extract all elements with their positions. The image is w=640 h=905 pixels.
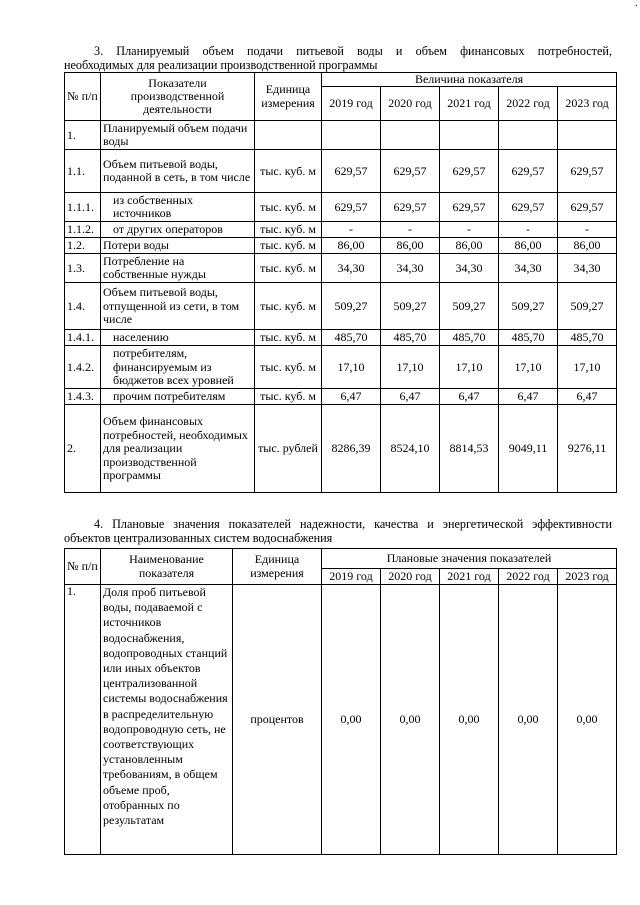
row-unit: тыс. куб. м — [255, 254, 322, 283]
row-num: 1. — [65, 585, 101, 855]
section4-heading — [64, 518, 612, 545]
row-value: 86,00 — [558, 238, 617, 254]
row-name: Потери воды — [101, 238, 255, 254]
row-value: 485,70 — [558, 330, 617, 346]
row-value: 629,57 — [440, 150, 499, 193]
row-unit: тыс. куб. м — [255, 283, 322, 330]
row-value — [558, 121, 617, 150]
table-row — [65, 254, 617, 283]
row-num: 1.1. — [65, 150, 101, 193]
row-value: 86,00 — [440, 238, 499, 254]
row-name: Планируемый объем подачи воды — [101, 121, 255, 150]
table-row — [65, 283, 617, 330]
row-num: 1. — [65, 121, 101, 150]
row-value: 629,57 — [322, 193, 381, 222]
table-row — [65, 222, 617, 238]
row-unit: тыс. куб. м — [255, 330, 322, 346]
row-name: Объем питьевой воды, поданной в сеть, в том числе — [101, 150, 255, 193]
row-num: 1.1.1. — [65, 193, 101, 222]
row-value: 629,57 — [440, 193, 499, 222]
row-value: 9049,11 — [499, 405, 558, 493]
row-name: из собственных источников — [101, 193, 255, 222]
row-name: Объем питьевой воды, отпущенной из сети, в том числе — [101, 283, 255, 330]
row-value: 629,57 — [558, 150, 617, 193]
section4-title-line1: 4. Плановые значения показателей надежности, качества и энергетической эффективности — [94, 517, 612, 531]
section4-table — [64, 548, 617, 855]
table-row — [65, 405, 617, 493]
header-indicator: Показатели производственной деятельности — [101, 73, 255, 121]
row-value: 0,00 — [440, 585, 499, 855]
row-unit: тыс. куб. м — [255, 389, 322, 405]
row-value: 34,30 — [558, 254, 617, 283]
row-unit: процентов — [233, 585, 322, 855]
row-unit: тыс. рублей — [255, 405, 322, 493]
row-value: 485,70 — [322, 330, 381, 346]
row-value: - — [499, 222, 558, 238]
table-row — [65, 121, 617, 150]
row-num: 1.1.2. — [65, 222, 101, 238]
row-value — [381, 121, 440, 150]
header-year: 2019 год — [322, 87, 381, 121]
row-value: 6,47 — [381, 389, 440, 405]
header-year: 2023 год — [558, 87, 617, 121]
header-num: № п/п — [65, 73, 101, 121]
header-unit: Единица измерения — [255, 73, 322, 121]
row-value: 8524,10 — [381, 405, 440, 493]
row-value: 8814,53 — [440, 405, 499, 493]
row-unit: тыс. куб. м — [255, 193, 322, 222]
row-num: 1.4.3. — [65, 389, 101, 405]
row-value: 509,27 — [381, 283, 440, 330]
row-name: прочим потребителям — [101, 389, 255, 405]
row-unit: тыс. куб. м — [255, 238, 322, 254]
header-year: 2023 год — [558, 569, 617, 585]
row-value: - — [558, 222, 617, 238]
row-value: 485,70 — [381, 330, 440, 346]
row-value: 485,70 — [499, 330, 558, 346]
row-unit — [255, 121, 322, 150]
row-num: 1.4.1. — [65, 330, 101, 346]
corner-mark: · — [634, 1, 638, 12]
row-name: от других операторов — [101, 222, 255, 238]
header-year: 2019 год — [322, 569, 381, 585]
row-value: 6,47 — [440, 389, 499, 405]
row-unit: тыс. куб. м — [255, 222, 322, 238]
row-value — [440, 121, 499, 150]
header-year: 2021 год — [440, 569, 499, 585]
row-value: 34,30 — [322, 254, 381, 283]
row-value: 17,10 — [322, 346, 381, 389]
row-value: 17,10 — [381, 346, 440, 389]
section3-heading — [64, 45, 612, 72]
header-indicator: Наименование показателя — [101, 549, 233, 585]
row-value: 6,47 — [558, 389, 617, 405]
row-value: 629,57 — [499, 150, 558, 193]
header-year: 2022 год — [499, 569, 558, 585]
row-value: 509,27 — [322, 283, 381, 330]
header-unit: Единица измерения — [233, 549, 322, 585]
row-value: 17,10 — [499, 346, 558, 389]
row-value: - — [322, 222, 381, 238]
table-row — [65, 238, 617, 254]
row-unit: тыс. куб. м — [255, 346, 322, 389]
header-year: 2022 год — [499, 87, 558, 121]
table-row — [65, 585, 617, 855]
table-row — [65, 330, 617, 346]
table-row — [65, 150, 617, 193]
row-value: 34,30 — [381, 254, 440, 283]
row-value: 629,57 — [322, 150, 381, 193]
row-name: Объем финансовых потребностей, необходимых для реализации производственной программы — [101, 405, 255, 493]
header-value: Величина показателя — [322, 73, 617, 87]
row-value: 34,30 — [499, 254, 558, 283]
row-value: - — [440, 222, 499, 238]
header-num: № п/п — [65, 549, 101, 585]
row-value: 34,30 — [440, 254, 499, 283]
row-value: 0,00 — [499, 585, 558, 855]
row-value: 629,57 — [499, 193, 558, 222]
row-value: 17,10 — [558, 346, 617, 389]
row-value: 509,27 — [499, 283, 558, 330]
row-value: - — [381, 222, 440, 238]
section4-title-line2: объектов централизованных систем водоснабжения — [64, 530, 333, 545]
row-name: потребителям, финансируемым из бюджетов всех уровней — [101, 346, 255, 389]
row-value: 509,27 — [558, 283, 617, 330]
row-value: 0,00 — [558, 585, 617, 855]
header-year: 2020 год — [381, 87, 440, 121]
row-value: 6,47 — [499, 389, 558, 405]
row-value: 9276,11 — [558, 405, 617, 493]
section3-table — [64, 72, 617, 493]
section3-title-line1: 3. Планируемый объем подачи питьевой воды и объем финансовых потребностей, — [94, 44, 612, 58]
row-value: 8286,39 — [322, 405, 381, 493]
row-value: 509,27 — [440, 283, 499, 330]
row-num: 1.4. — [65, 283, 101, 330]
row-value — [499, 121, 558, 150]
row-value: 86,00 — [322, 238, 381, 254]
row-num: 1.3. — [65, 254, 101, 283]
row-name: Потребление на собственные нужды — [101, 254, 255, 283]
row-value: 86,00 — [381, 238, 440, 254]
row-num: 1.4.2. — [65, 346, 101, 389]
header-year: 2021 год — [440, 87, 499, 121]
table-row — [65, 346, 617, 389]
table-row — [65, 389, 617, 405]
row-name: Доля проб питьевой воды, подаваемой с источников водоснабжения, водопроводных станций или иных объектов централизованной системы водоснабжения в распределительную водопроводную сеть, не соответствующих установленным требованиям, в общем объеме проб, отобранных по результатам — [101, 585, 233, 855]
row-value: 485,70 — [440, 330, 499, 346]
row-value: 629,57 — [381, 193, 440, 222]
row-value: 17,10 — [440, 346, 499, 389]
section3-title-line2: необходимых для реализации производственной программы — [64, 57, 378, 72]
header-year: 2020 год — [381, 569, 440, 585]
row-value: 0,00 — [381, 585, 440, 855]
table-row — [65, 193, 617, 222]
row-value: 86,00 — [499, 238, 558, 254]
row-value: 6,47 — [322, 389, 381, 405]
row-value — [322, 121, 381, 150]
row-value: 629,57 — [558, 193, 617, 222]
row-name: населению — [101, 330, 255, 346]
row-value: 629,57 — [381, 150, 440, 193]
row-num: 2. — [65, 405, 101, 493]
row-num: 1.2. — [65, 238, 101, 254]
row-unit: тыс. куб. м — [255, 150, 322, 193]
row-value: 0,00 — [322, 585, 381, 855]
header-value: Плановые значения показателей — [322, 549, 617, 569]
